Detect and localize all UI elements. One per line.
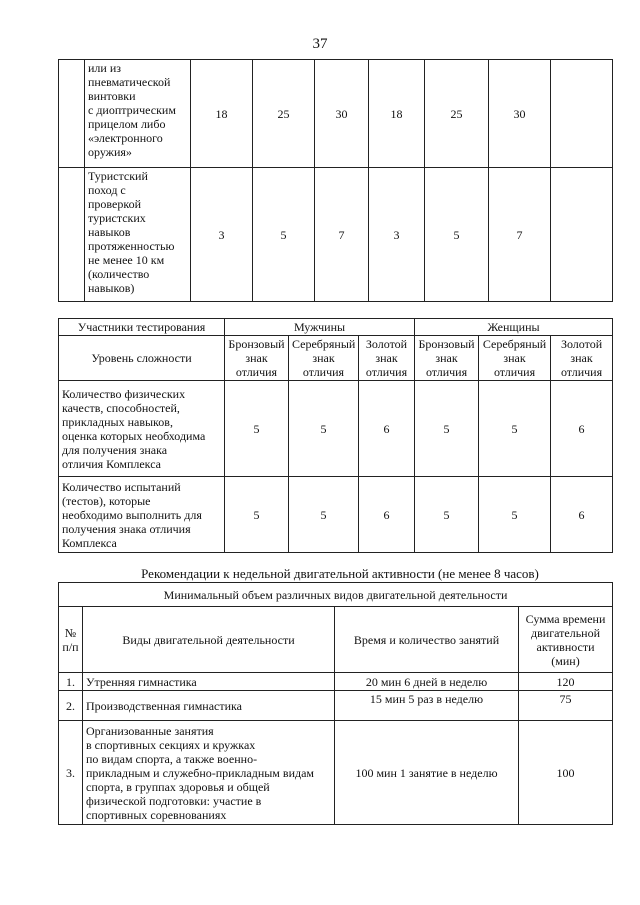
value-cell: 7 bbox=[489, 168, 551, 302]
level-silver-men: Серебряный знак отличия bbox=[289, 336, 359, 381]
level-gold-women: Золотой знак отличия bbox=[551, 336, 613, 381]
col-number-header: № п/п bbox=[59, 607, 83, 673]
row-label: Количество физических качеств, способностей, прикладных навыков, оценка которых необходима для получения знака отличия Комплекса bbox=[59, 381, 225, 477]
value-cell: 7 bbox=[315, 168, 369, 302]
row-number-cell bbox=[59, 168, 85, 302]
table-row bbox=[59, 477, 613, 553]
page-number: 37 bbox=[312, 36, 328, 52]
value-cell: 30 bbox=[489, 60, 551, 168]
level-silver-women: Серебряный знак отличия bbox=[479, 336, 551, 381]
value-cell: 18 bbox=[191, 60, 253, 168]
value-cell: 5 bbox=[225, 477, 289, 553]
row-number: 2. bbox=[59, 691, 83, 721]
empty-cell bbox=[551, 168, 613, 302]
value-cell: 3 bbox=[191, 168, 253, 302]
value-cell: 3 bbox=[369, 168, 425, 302]
level-bronze-men: Бронзовый знак отличия bbox=[225, 336, 289, 381]
value-cell: 5 bbox=[253, 168, 315, 302]
value-cell: 5 bbox=[289, 381, 359, 477]
activity-time: 15 мин 5 раз в неделю bbox=[335, 691, 519, 721]
level-bronze-women: Бронзовый знак отличия bbox=[415, 336, 479, 381]
col-time-header: Время и количество занятий bbox=[335, 607, 519, 673]
table-row bbox=[59, 381, 613, 477]
activity-time: 20 мин 6 дней в неделю bbox=[335, 673, 519, 691]
table-row bbox=[59, 691, 613, 721]
activity-time: 100 мин 1 занятие в неделю bbox=[335, 721, 519, 825]
table-row bbox=[59, 168, 613, 302]
value-cell: 5 bbox=[225, 381, 289, 477]
value-cell: 25 bbox=[253, 60, 315, 168]
value-cell: 25 bbox=[425, 60, 489, 168]
level-gold-men: Золотой знак отличия bbox=[359, 336, 415, 381]
table-row bbox=[59, 60, 613, 168]
value-cell: 6 bbox=[551, 477, 613, 553]
activity-kind: Организованные занятия в спортивных секциях и кружках по видам спорта, а также военно- прикладным и служебно-прикладным видам спорта, в группах здоровья и общей физической подготовки: участие в спортивных соревнованиях bbox=[83, 721, 335, 825]
value-cell: 5 bbox=[479, 477, 551, 553]
table-row bbox=[59, 721, 613, 825]
row-number: 1. bbox=[59, 673, 83, 691]
men-header: Мужчины bbox=[225, 319, 415, 336]
difficulty-levels-table bbox=[58, 318, 613, 553]
activity-sum: 75 bbox=[519, 691, 613, 721]
participants-header: Участники тестирования bbox=[59, 319, 225, 336]
empty-cell bbox=[551, 60, 613, 168]
exercise-name: Туристский поход с проверкой туристских навыков протяженностью не менее 10 км (количество навыков) bbox=[85, 168, 191, 302]
table-header: Минимальный объем различных видов двигательной деятельности bbox=[59, 583, 613, 607]
col-sum-header: Сумма времени двигательной активности (мин) bbox=[519, 607, 613, 673]
value-cell: 5 bbox=[479, 381, 551, 477]
value-cell: 18 bbox=[369, 60, 425, 168]
value-cell: 5 bbox=[289, 477, 359, 553]
value-cell: 5 bbox=[415, 381, 479, 477]
value-cell: 5 bbox=[415, 477, 479, 553]
section-title: Рекомендации к недельной двигательной активности (не менее 8 часов) bbox=[141, 566, 539, 581]
exercise-name: или из пневматической винтовки с диоптрическим прицелом либо «электронного оружия» bbox=[85, 60, 191, 168]
value-cell: 5 bbox=[425, 168, 489, 302]
value-cell: 6 bbox=[551, 381, 613, 477]
value-cell: 6 bbox=[359, 477, 415, 553]
activity-sum: 120 bbox=[519, 673, 613, 691]
activity-sum: 100 bbox=[519, 721, 613, 825]
row-number: 3. bbox=[59, 721, 83, 825]
activity-kind: Производственная гимнастика bbox=[83, 691, 335, 721]
value-cell: 6 bbox=[359, 381, 415, 477]
value-cell: 30 bbox=[315, 60, 369, 168]
weekly-activity-table bbox=[58, 582, 613, 825]
table-row bbox=[59, 673, 613, 691]
level-header: Уровень сложности bbox=[59, 336, 225, 381]
row-label: Количество испытаний (тестов), которые необходимо выполнить для получения знака отличия Комплекса bbox=[59, 477, 225, 553]
row-number-cell bbox=[59, 60, 85, 168]
activity-kind: Утренняя гимнастика bbox=[83, 673, 335, 691]
standards-table-continuation bbox=[58, 59, 613, 302]
col-kind-header: Виды двигательной деятельности bbox=[83, 607, 335, 673]
women-header: Женщины bbox=[415, 319, 613, 336]
